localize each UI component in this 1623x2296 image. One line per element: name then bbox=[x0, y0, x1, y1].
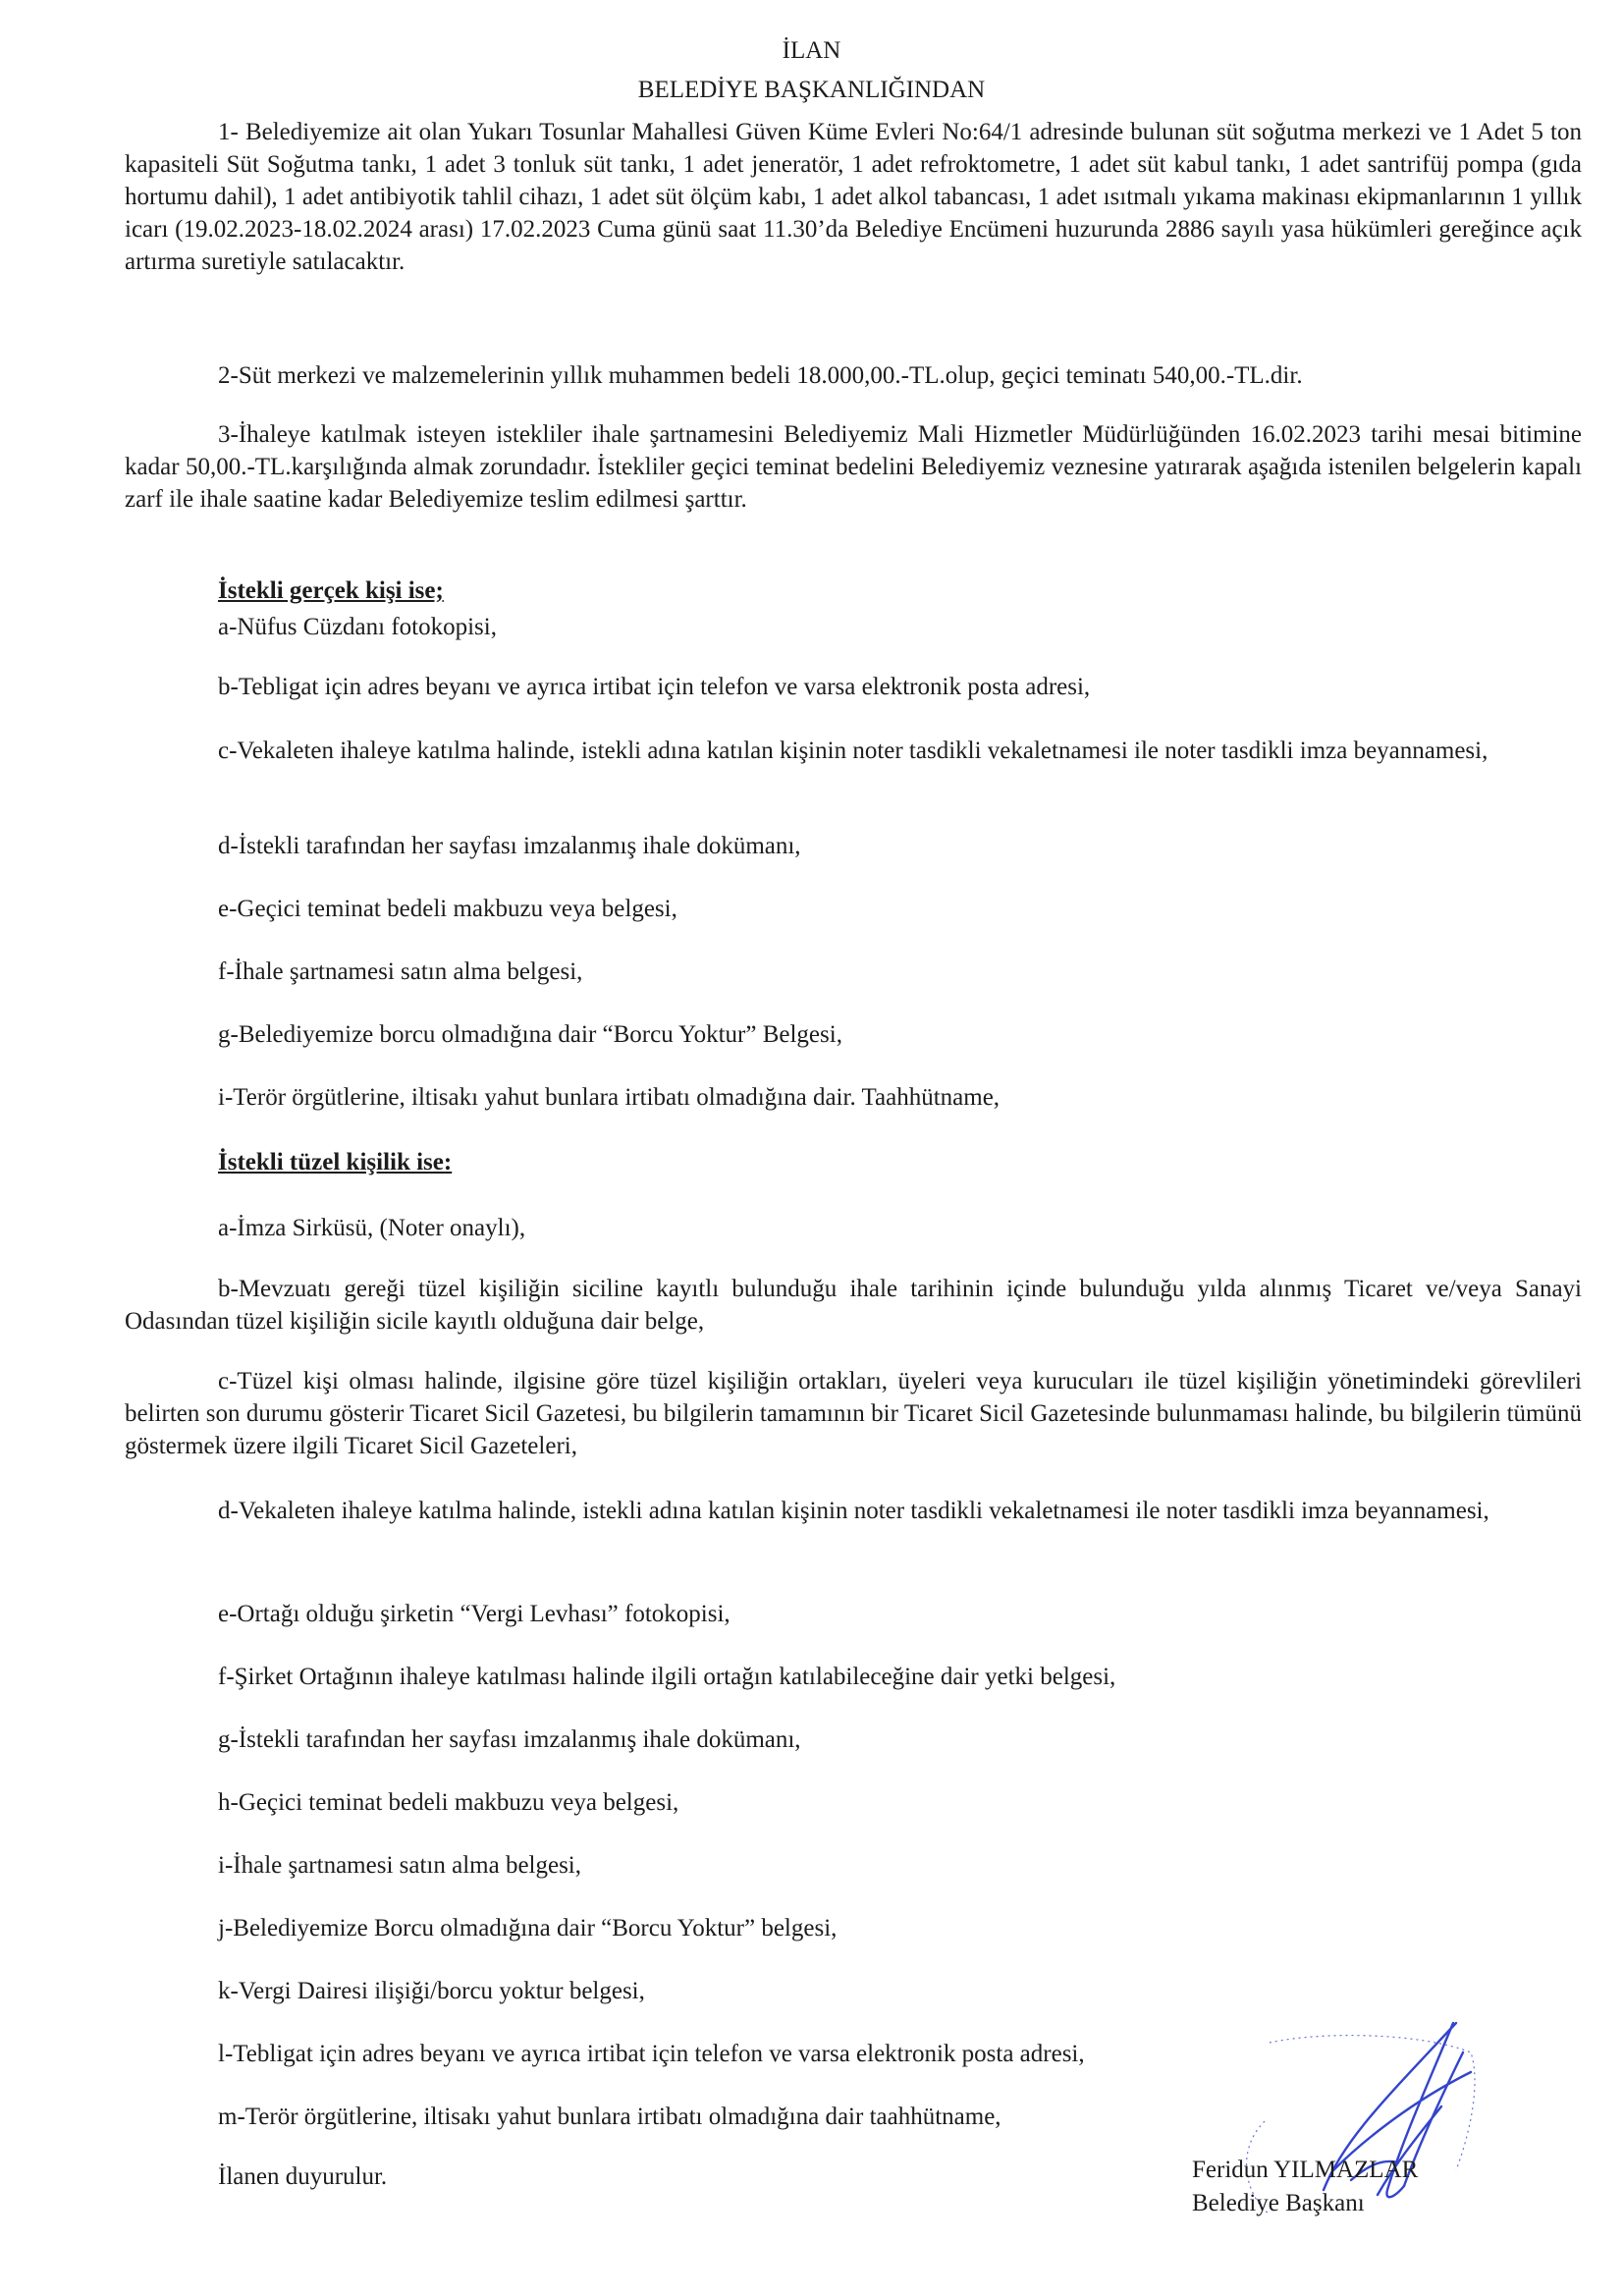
paragraph-2: 2-Süt merkezi ve malzemelerinin yıllık muhammen bedeli 18.000,00.-TL.olup, geçici teminatı 540,00.-TL.dir. bbox=[218, 362, 1303, 389]
real-person-item-c: c-Vekaleten ihaleye katılma halinde, istekli adına katılan kişinin noter tasdikli vekaletnamesi ile noter tasdikli imza beyannamesi, bbox=[218, 738, 1488, 764]
real-person-item-a: a-Nüfus Cüzdanı fotokopisi, bbox=[218, 614, 497, 640]
real-person-item-i: i-Terör örgütlerine, iltisakı yahut bunlara irtibatı olmadığına dair. Taahhütname, bbox=[218, 1084, 1001, 1111]
legal-entity-item-g: g-İstekli tarafından her sayfası imzalanmış ihale dokümanı, bbox=[218, 1726, 801, 1753]
legal-entity-heading: İstekli tüzel kişilik ise: bbox=[218, 1149, 453, 1175]
legal-entity-item-b: b-Mevzuatı gereği tüzel kişiliğin siciline kayıtlı bulunduğu ihale tarihinin içinde bulunduğu yılda alınmış Ticaret ve/veya Sanayi Odasından tüzel kişiliğin sicile kayıtlı olduğuna dair belge, bbox=[125, 1276, 1582, 1335]
real-person-item-f: f-İhale şartnamesi satın alma belgesi, bbox=[218, 958, 583, 985]
real-person-item-b: b-Tebligat için adres beyanı ve ayrıca irtibat için telefon ve varsa elektronik posta adresi, bbox=[218, 674, 1091, 700]
legal-entity-item-h: h-Geçici teminat bedeli makbuzu veya belgesi, bbox=[218, 1789, 679, 1816]
legal-entity-item-l: l-Tebligat için adres beyanı ve ayrıca irtibat için telefon ve varsa elektronik posta adresi, bbox=[218, 2041, 1085, 2067]
legal-entity-item-a: a-İmza Sirküsü, (Noter onaylı), bbox=[218, 1215, 526, 1241]
signatory-name: Feridun YILMAZLAR bbox=[1192, 2157, 1419, 2183]
legal-entity-item-j: j-Belediyemize Borcu olmadığına dair “Borcu Yoktur” belgesi, bbox=[218, 1915, 838, 1941]
legal-entity-item-i: i-İhale şartnamesi satın alma belgesi, bbox=[218, 1852, 582, 1879]
real-person-heading: İstekli gerçek kişi ise; bbox=[218, 577, 444, 604]
closing-note: İlanen duyurulur. bbox=[218, 2163, 388, 2190]
real-person-item-g: g-Belediyemize borcu olmadığına dair “Borcu Yoktur” Belgesi, bbox=[218, 1021, 842, 1048]
real-person-item-d: d-İstekli tarafından her sayfası imzalanmış ihale dokümanı, bbox=[218, 833, 801, 859]
paragraph-3: 3-İhaleye katılmak isteyen istekliler ihale şartnamesini Belediyemiz Mali Hizmetler Müdürlüğünden 16.02.2023 tarihi mesai bitimine kadar 50,00.-TL.karşılığında almak zorundadır. İstekliler geçici teminat bedelini Belediyemiz veznesine yatırarak aşağıda istenilen belgelerin kapalı zarf ile ihale saatine kadar Belediyemize teslim edilmesi şarttır. bbox=[125, 421, 1582, 513]
signatory-title: Belediye Başkanı bbox=[1192, 2190, 1365, 2216]
paragraph-1: 1- Belediyemize ait olan Yukarı Tosunlar Mahallesi Güven Küme Evleri No:64/1 adresinde bulunan süt soğutma merkezi ve 1 Adet 5 ton kapasiteli Süt Soğutma tankı, 1 adet 3 tonluk süt tankı, 1 adet jeneratör, 1 adet refroktometre, 1 adet süt kabul tankı, 1 adet santrifüj pompa (gıda hortumu dahil), 1 adet antibiyotik tahlil cihazı, 1 adet süt ölçüm kabı, 1 adet alkol tabancası, 1 adet ısıtmalı yıkama makinası ekipmanlarının 1 yıllık icarı (19.02.2023-18.02.2024 arası) 17.02.2023 Cuma günü saat 11.30’da Belediye Encümeni huzurunda 2886 sayılı yasa hükümleri gereğince açık artırma suretiyle satılacaktır. bbox=[125, 119, 1582, 275]
document-subtitle: BELEDİYE BAŞKANLIĞINDAN bbox=[637, 77, 986, 103]
legal-entity-item-f: f-Şirket Ortağının ihaleye katılması halinde ilgili ortağın katılabileceğine dair yetki belgesi, bbox=[218, 1664, 1116, 1690]
legal-entity-item-d: d-Vekaleten ihaleye katılma halinde, istekli adına katılan kişinin noter tasdikli vekaletnamesi ile noter tasdikli imza beyannamesi, bbox=[218, 1498, 1489, 1524]
legal-entity-item-k: k-Vergi Dairesi ilişiği/borcu yoktur belgesi, bbox=[218, 1978, 645, 2004]
legal-entity-item-c: c-Tüzel kişi olması halinde, ilgisine göre tüzel kişiliğin ortakları, üyeleri veya kurucuları ile tüzel kişiliğin yönetimindeki görevlileri belirten son durumu gösterir Ticaret Sicil Gazetesi, bu bilgilerin tamamının bir Ticaret Sicil Gazetesinde bulunmaması halinde, bu bilgilerin tümünü göstermek üzere ilgili Ticaret Sicil Gazeteleri, bbox=[125, 1368, 1582, 1459]
real-person-item-e: e-Geçici teminat bedeli makbuzu veya belgesi, bbox=[218, 896, 677, 922]
legal-entity-item-e: e-Ortağı olduğu şirketin “Vergi Levhası” fotokopisi, bbox=[218, 1601, 730, 1627]
legal-entity-item-m: m-Terör örgütlerine, iltisakı yahut bunlara irtibatı olmadığına dair taahhütname, bbox=[218, 2104, 1001, 2130]
document-title: İLAN bbox=[782, 37, 841, 64]
signature-icon bbox=[1176, 1994, 1490, 2219]
